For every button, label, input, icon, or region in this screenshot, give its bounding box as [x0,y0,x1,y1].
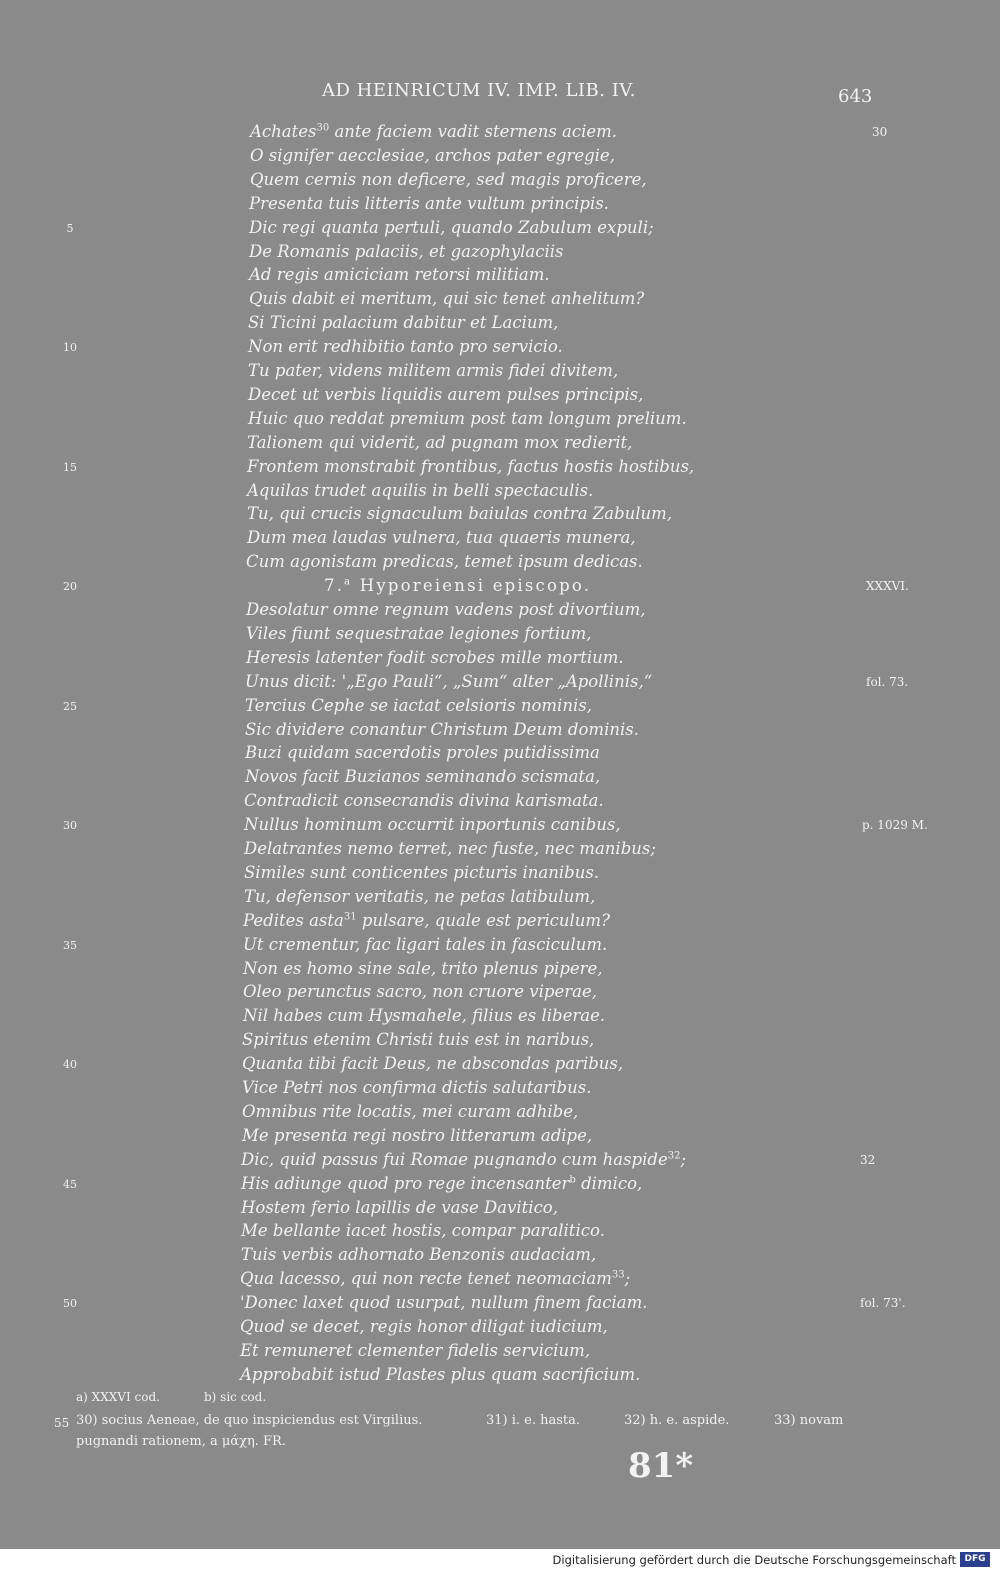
line-number: 40 [63,1058,77,1072]
apparatus-note-a: a) XXXVI cod. [76,1390,160,1404]
verse-line: Non es homo sine sale, trito plenus pipere, [243,958,603,978]
verse-line: Quanta tibi facit Deus, ne abscondas paribus, [242,1054,624,1074]
line-number: 45 [63,1177,77,1191]
page-number: 643 [838,86,873,107]
verse-line: Tu, defensor veritatis, ne petas latibulum, [244,886,596,906]
verse-line: Vice Petri nos confirma dictis salutaribus. [242,1078,592,1097]
footnote-ref: 32 [667,1150,681,1162]
commentary-line-number: 55 [54,1416,70,1430]
footnote-ref: 33 [611,1269,625,1281]
line-number: 20 [63,580,77,594]
margin-note: p. 1029 M. [862,818,928,833]
verse-line: Non erit redhibitio tanto pro servicio. [248,337,563,357]
line-number: 10 [63,341,77,355]
verse-line: Desolatur omne regnum vadens post divortium, [246,600,646,619]
verse-line: Dic regi quanta pertuli, quando Zabulum expuli; [249,217,654,237]
verse-line: Tu, qui crucis signaculum baiulas contra Zabulum, [247,504,673,524]
margin-note: fol. 73. [866,674,909,689]
commentary-note-30: 30) socius Aeneae, de quo inspiciendus est Virgilius. [76,1413,423,1428]
verse-line: Qua lacesso, qui non recte tenet neomaciam$^{33}$; [240,1269,631,1289]
verse-line: O signifer aecclesiae, archos pater egregie, [250,145,615,165]
margin-note: 32 [860,1152,876,1167]
verse-line: Sic dividere conantur Christum Deum dominis. [245,719,639,739]
verse-line: Tercius Cephe se iactat celsioris nominis, [245,695,592,715]
verse-line: Contradicit consecrandis divina karismata. [244,791,604,811]
verse-line: Approbabit istud Plastes plus quam sacrificium. [240,1364,641,1384]
verse-line: Quod se decet, regis honor diligat iudicium, [240,1317,608,1336]
verse-line: 'Donec laxet quod usurpat, nullum finem faciam. [240,1293,648,1313]
verse-line: Presenta tuis litteris ante vultum principis. [249,193,609,213]
verse-line: Talionem qui viderit, ad pugnam mox redierit, [247,432,633,452]
folio-signature: 81* [628,1446,694,1486]
line-number: 5 [66,221,74,235]
line-number: 25 [63,699,77,713]
verse-line: His adiunge quod pro rege incensanter$^b$ dimico, [241,1173,643,1193]
verse-line: Heresis latenter fodit scrobes mille mortium. [246,647,624,667]
verse-line: Nil habes cum Hysmahele, filius es liberae. [243,1006,606,1026]
verse-line: Buzi quidam sacerdotis proles putidissima [245,743,600,763]
margin-note: 30 [872,125,888,139]
verse-line: Nullus hominum occurrit inportunis canibus, [244,815,621,835]
commentary-note-32: 32) h. e. aspide. [624,1413,730,1428]
verse-line: Et remuneret clementer fidelis servicium, [240,1340,590,1360]
verse-line: Quem cernis non deficere, sed magis proficere, [250,169,647,189]
commentary-note-33: 33) novam [774,1413,844,1428]
apparatus-note-b: b) sic cod. [204,1390,267,1404]
commentary-note-31: 31) i. e. hasta. [486,1413,581,1428]
verse-line: Decet ut verbis liquidis aurem pulses principis, [248,384,644,404]
margin-note: fol. 73'. [860,1296,906,1311]
verse-line: Dum mea laudas vulnera, tua quaeris munera, [247,528,636,548]
verse-line: Hostem ferio lapillis de vase Davitico, [241,1197,558,1217]
footnote-ref: 31 [343,911,357,923]
line-number: 15 [63,460,77,474]
verse-line: Ad regis amiciciam retorsi militiam. [249,265,550,285]
line-number: 30 [63,819,77,833]
verse-line: Pedites asta$^{31}$ pulsare, quale est periculum? [243,910,610,930]
verse-line: Omnibus rite locatis, mei curam adhibe, [242,1101,579,1121]
verse-line: Ut crementur, fac ligari tales in fasciculum. [243,934,608,954]
letter-heading: 7.$^a$ Hyporeiensi episcopo. [324,576,592,596]
verse-line: Unus dicit: '„Ego Pauli“, „Sum“ alter „Apollinis,“ [245,671,653,691]
verse-line: Si Ticini palacium dabitur et Lacium, [248,313,559,333]
verse-line: Huic quo reddat premium post tam longum prelium. [248,408,687,428]
running-head: AD HEINRICUM IV. IMP. LIB. IV. [322,80,636,101]
verse-line: Achates$^{30}$ ante faciem vadit sternens aciem. [250,122,618,141]
verse-line: Delatrantes nemo terret, nec fuste, nec manibus; [244,839,656,858]
footnote-ref: 30 [316,122,330,134]
verse-line: Quis dabit ei meritum, qui sic tenet anhelitum? [249,289,645,309]
verse-line: Frontem monstrabit frontibus, factus hostis hostibus, [247,456,695,476]
verse-line: Viles fiunt sequestratae legiones fortium, [246,623,592,643]
line-number: 50 [63,1297,77,1311]
verse-line: Tuis verbis adhornato Benzonis audaciam, [241,1245,597,1265]
verse-line: Dic, quid passus fui Romae pugnando cum haspide$^{32}$; [241,1149,687,1169]
verse-line: Oleo perunctus sacro, non cruore viperae, [243,982,597,1002]
verse-line: Aquilas trudet aquilis in belli spectaculis. [247,480,594,500]
margin-note: XXXVI. [866,579,909,594]
verse-line: Me presenta regi nostro litterarum adipe, [242,1125,593,1145]
verse-line: Tu pater, videns militem armis fidei divitem, [248,361,619,380]
footnote-ref: b [569,1174,576,1186]
verse-line: Novos facit Buzianos seminando scismata, [245,767,601,787]
verse-line: Me bellante iacet hostis, compar paralitico. [241,1221,605,1241]
verse-line: De Romanis palaciis, et gazophylaciis [249,241,564,261]
line-number: 35 [63,938,77,952]
commentary-note-33-continued: pugnandi rationem, a μάχη. FR. [76,1434,286,1449]
verse-line: Similes sunt conticentes picturis inanibus. [244,862,600,882]
verse-line: Spiritus etenim Christi tuis est in naribus, [242,1030,595,1050]
dfg-logo-icon: DFG [960,1552,990,1567]
verse-line: Cum agonistam predicas, temet ipsum dedicas. [246,552,643,572]
footer-credit: Digitalisierung gefördert durch die Deutsche Forschungsgemeinschaft [552,1553,956,1567]
